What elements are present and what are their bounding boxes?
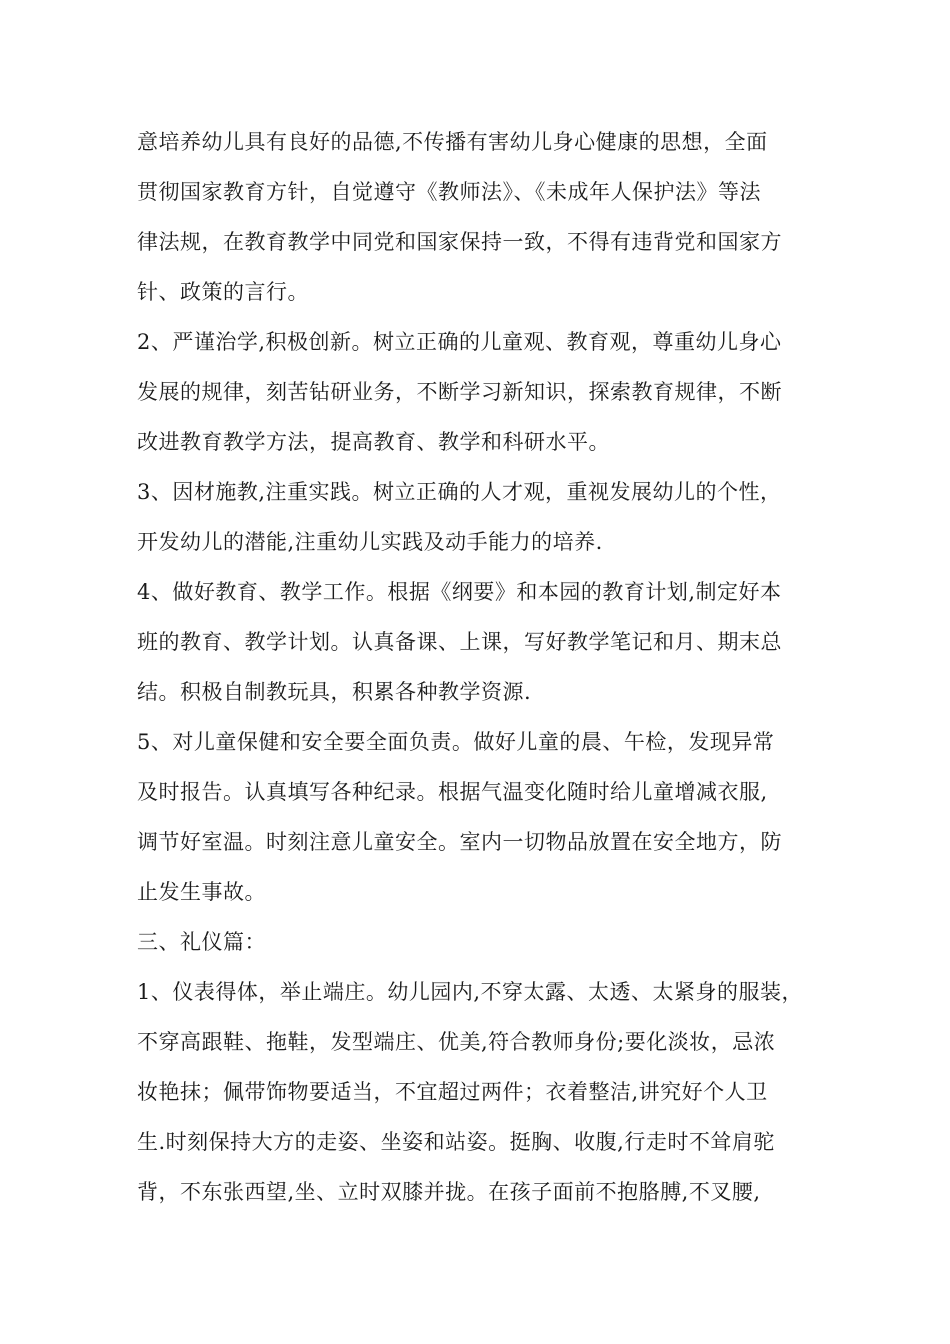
document-body [137, 117, 837, 1217]
text-line: 律法规，在教育教学中同党和国家保持一致，不得有违背党和国家方 [137, 230, 782, 254]
text-line: 针、政策的言行。 [137, 280, 309, 304]
text-line: 发展的规律，刻苦钻研业务，不断学习新知识，探索教育规律，不断 [137, 380, 782, 404]
text-line: 5、对儿童保健和安全要全面负责。做好儿童的晨、午检，发现异常 [137, 730, 775, 754]
text-line: 1、仪表得体，举止端庄。幼儿园内,不穿太露、太透、太紧身的服装， [137, 980, 804, 1004]
text-line: 意培养幼儿具有良好的品德,不传播有害幼儿身心健康的思想，全面 [137, 130, 768, 154]
text-line: 改进教育教学方法，提高教育、教学和科研水平。 [137, 430, 610, 454]
text-line: 调节好室温。时刻注意儿童安全。室内一切物品放置在安全地方，防 [137, 830, 782, 854]
text-line: 妆艳抹；佩带饰物要适当，不宜超过两件；衣着整洁,讲究好个人卫 [137, 1080, 768, 1104]
text-line: 不穿高跟鞋、拖鞋，发型端庄、优美,符合教师身份;要化淡妆，忌浓 [137, 1030, 776, 1054]
text-line: 生.时刻保持大方的走姿、坐姿和站姿。挺胸、收腹,行走时不耸肩驼 [137, 1130, 775, 1154]
text-line: 贯彻国家教育方针，自觉遵守《教师法》、《未成年人保护法》等法 [137, 180, 761, 204]
text-line: 止发生事故。 [137, 880, 266, 904]
text-line: 2、严谨治学,积极创新。树立正确的儿童观、教育观，尊重幼儿身心 [137, 330, 782, 354]
text-line: 4、做好教育、教学工作。根据《纲要》和本园的教育计划,制定好本 [137, 580, 782, 604]
text-line: 班的教育、教学计划。认真备课、上课，写好教学笔记和月、期末总 [137, 630, 782, 654]
text-line: 背，不东张西望,坐、立时双膝并拢。在孩子面前不抱胳膊,不叉腰, [137, 1180, 761, 1204]
section-heading: 三、礼仪篇： [137, 930, 266, 954]
text-line: 3、因材施教,注重实践。树立正确的人才观，重视发展幼儿的个性， [137, 480, 782, 504]
text-line: 及时报告。认真填写各种纪录。根据气温变化随时给儿童增减衣服, [137, 780, 768, 804]
text-line: 开发幼儿的潜能,注重幼儿实践及动手能力的培养. [137, 530, 603, 554]
text-line: 结。积极自制教玩具，积累各种教学资源. [137, 680, 532, 704]
